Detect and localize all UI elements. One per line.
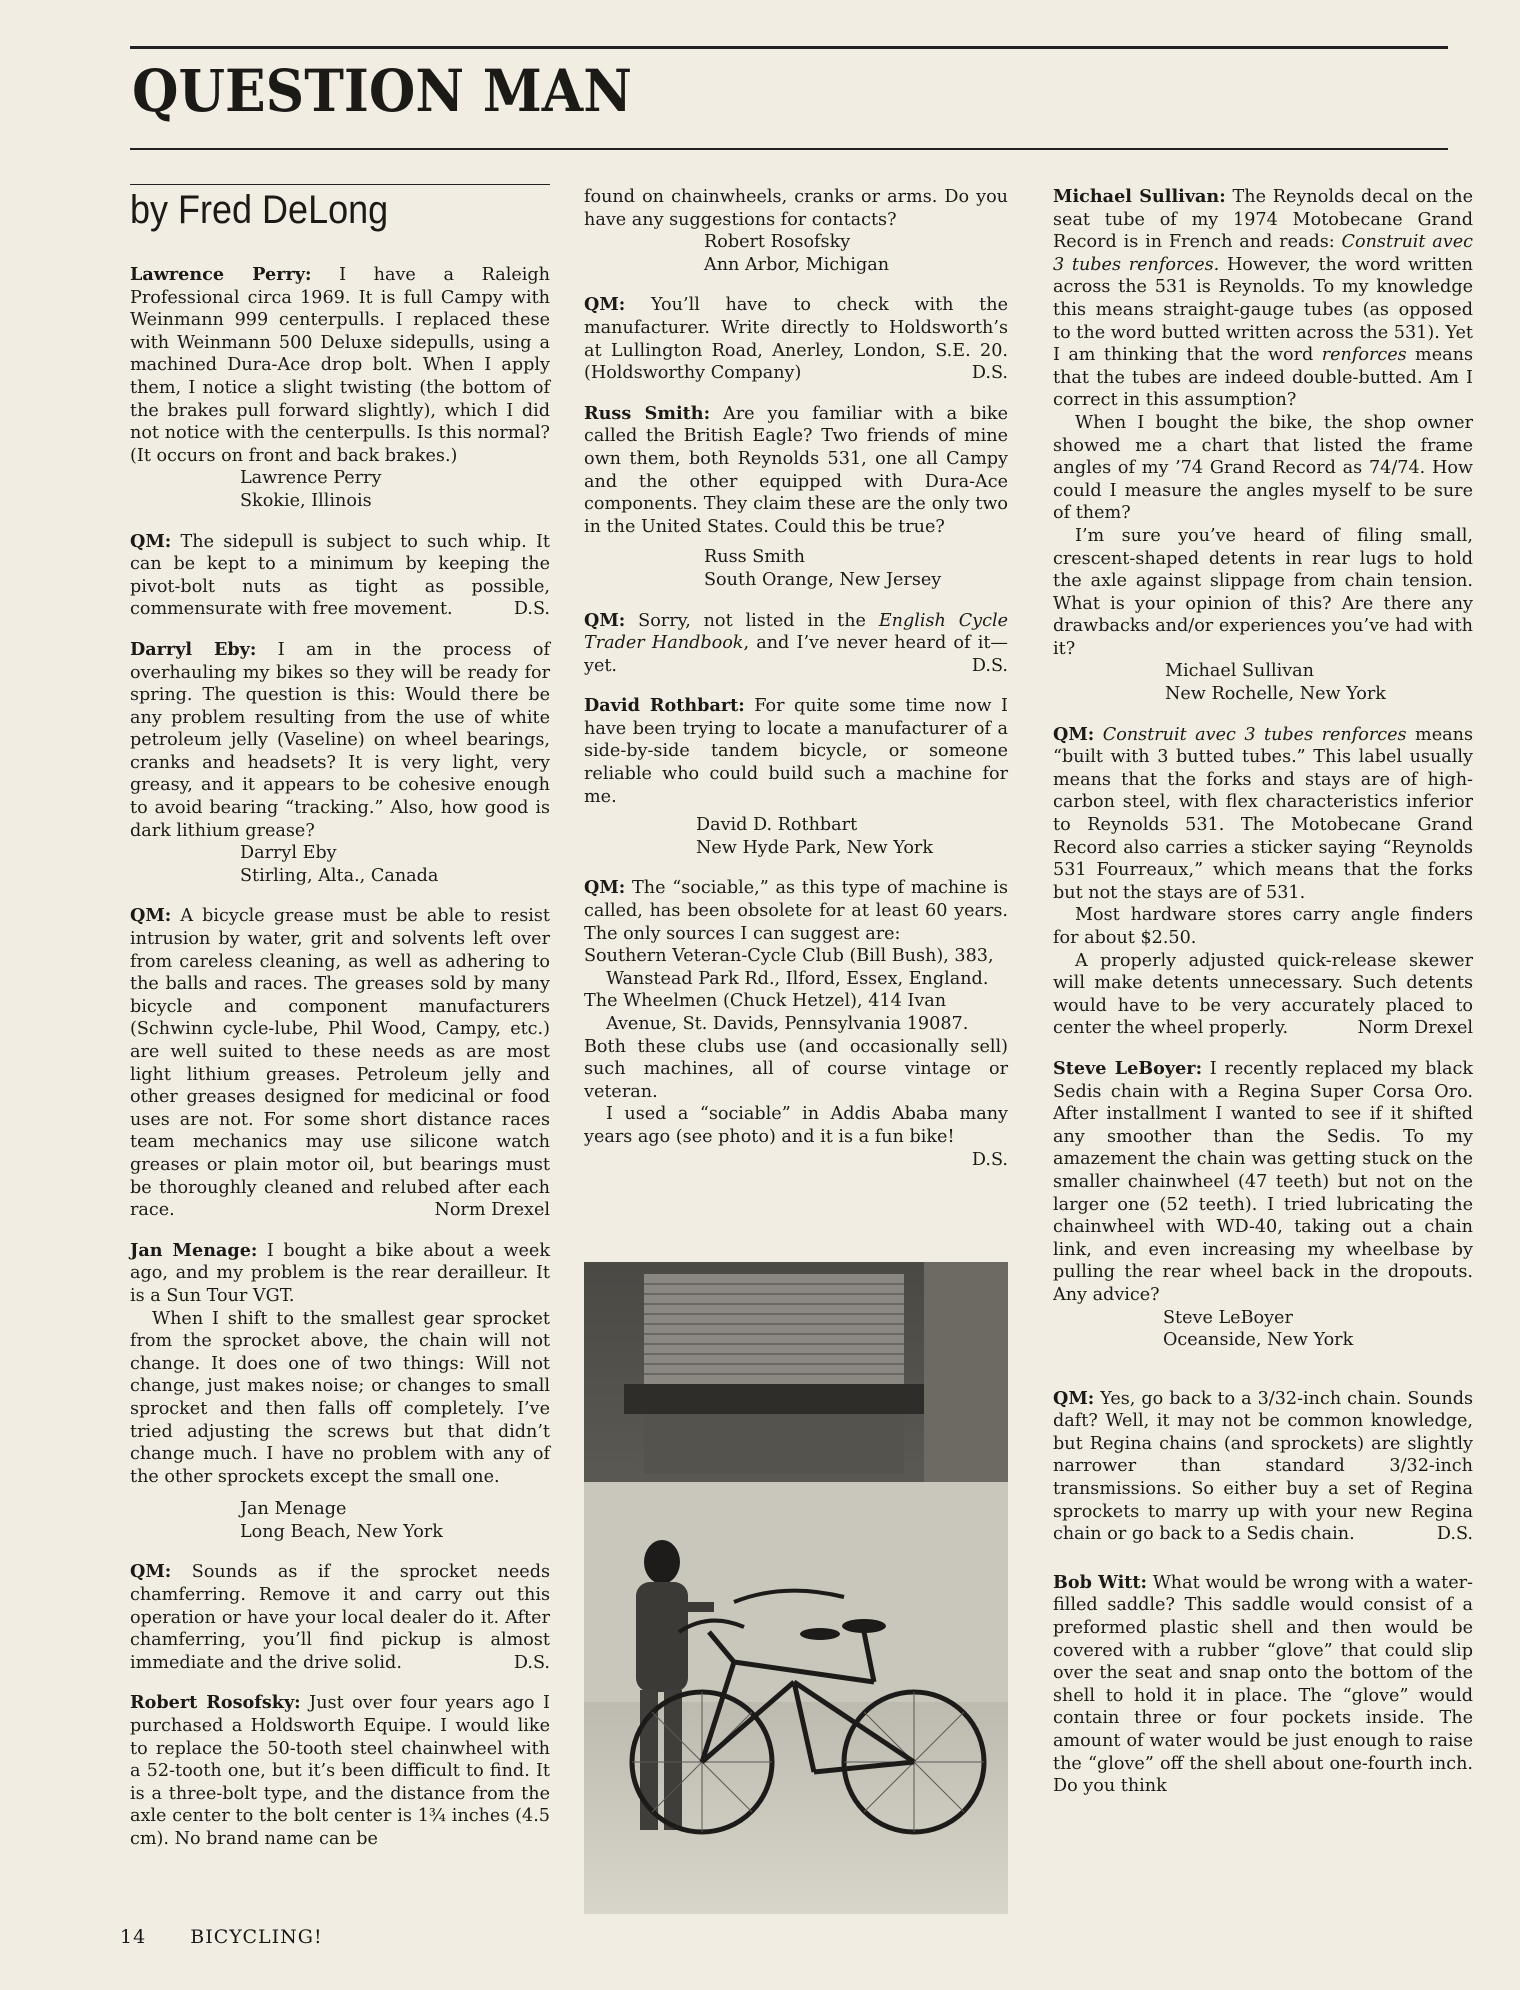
signature-name: David D. Rothbart	[696, 815, 858, 836]
letter-robert-rosofsky: Robert Rosofsky: Just over four years ago I purchased a Holdsworth Equipe. I would like to replace the 50-tooth steel chainwheel with a 52-tooth one, but it’s been difficult to find. It is a three-bolt type, and the distance from the axle center to the bolt center is 1¾ inches (4.5 cm). No brand name can be	[130, 1692, 550, 1849]
signature-location: South Orange, New Jersey	[704, 569, 942, 590]
answer-paragraph: Most hardware stores carry angle finders for about $2.50.	[1053, 905, 1473, 948]
signature-name: Steve LeBoyer	[1163, 1307, 1293, 1328]
signature-location: Ann Arbor, Michigan	[704, 254, 890, 275]
signature-location: Oceanside, New York	[1163, 1330, 1354, 1351]
signature-location: New Hyde Park, New York	[696, 837, 934, 858]
letter-david-rothbart: David Rothbart: For quite some time now I have been trying to locate a manufacturer of a side-by-side tandem bicycle, or someone reliable who could build such a machine for me.	[584, 695, 1009, 807]
letter-lawrence-perry: Lawrence Perry: I have a Raleigh Professional circa 1969. It is full Campy with Weinmann 999 centerpulls. I replaced these with Weinmann 500 Deluxe sidepulls, using a machined Dura-Ace drop bolt. When I apply them, I notice a slight twisting (the bottom of the brakes pull forward slightly), which I did not notice with the centerpulls. Is this normal? (It occurs on front and back brakes.)	[130, 264, 550, 466]
answer-qm: QM: Sounds as if the sprocket needs chamferring. Remove it and carry out this operation or have your local dealer do it. After chamferring, you’ll find pickup is almost immediate and the drive solid.	[130, 1561, 550, 1673]
signature-name: Lawrence Perry	[240, 468, 382, 489]
letter-michael-sullivan: Michael Sullivan: The Reynolds decal on the seat tube of my 1974 Motobecane Grand Record is in French and reads: Construit avec 3 tubes renforces. However, the word written across the 531 is Reynolds. To my knowledge this means straight-gauge tubes (as opposed to the word butted written across the 531). Yet I am thinking that the word renforces means that the tubes are indeed double-butted. Am I correct in this assumption?	[1053, 186, 1473, 411]
answer-paragraph: I used a “sociable” in Addis Ababa many years ago (see photo) and it is a fun bike!	[584, 1104, 1008, 1147]
answer-initials: D.S.	[971, 655, 1008, 676]
letter-russ-smith: Russ Smith: Are you familiar with a bike called the British Eagle? Two friends of mine own them, both Reynolds 531, one all Campy and the other equipped with Dura-Ace components. They claim these are the only two in the United States. Could this be true?	[584, 402, 1008, 537]
answer-qm: QM: The sidepull is subject to such whip. It can be kept to a minimum by keeping the pivot-bolt nuts as tight as possible, commensurate with free movement.	[130, 530, 550, 620]
letter-paragraph: I’m sure you’ve heard of filing small, crescent-shaped detents in rear lugs to hold the axle against slippage from chain tension. What is your opinion of this? Are there any drawbacks and/or experiences you’ve had with it?	[1053, 525, 1473, 659]
letter-steve-leboyer: Steve LeBoyer: I recently replaced my black Sedis chain with a Regina Super Corsa Oro. After installment I wanted to see if it shifted any smoother than the Sedis. To my amazement the chain was getting stuck on the smaller chainwheel (47 teeth) but not on the larger one (52 teeth). I tried lubricating the chainwheel with WD-40, taking out a chain link, and even increasing my wheelbase by pulling the rear wheel back in the dropouts. Any advice?	[1053, 1057, 1473, 1305]
byline: by Fred DeLong	[130, 188, 389, 232]
answer-initials: D.S.	[513, 599, 550, 620]
answer-qm: QM: Yes, go back to a 3/32-inch chain. Sounds daft? Well, it may not be common knowledge, but Regina chains (and sprockets) are slightly narrower than standard 3/32-inch transmissions. So either buy a set of Regina sprockets to marry up with your new Regina chain or go back to a Sedis chain.	[1053, 1387, 1473, 1545]
answer-initials: D.S.	[971, 363, 1008, 384]
answer-paragraph: A properly adjusted quick-release skewer will make detents unnecessary. Such detents would have to be very accurately placed to center the wheel properly.	[1053, 950, 1473, 1039]
photo-illustration	[584, 1262, 1008, 1914]
page-title: QUESTION MAN	[132, 57, 632, 125]
answer-initials: D.S.	[1436, 1524, 1473, 1545]
signature-name: Jan Menage	[240, 1499, 347, 1520]
signature-name: Michael Sullivan	[1165, 661, 1314, 682]
signature-location: Skokie, Illinois	[240, 490, 372, 511]
header-top-rule	[130, 46, 1448, 49]
letter-paragraph: When I shift to the smallest gear sprocket from the sprocket above, the chain will not change. It does one of two things: Will not change, just makes noise; or changes to small sprocket and then falls off completely. I’ve tried adjusting the screws but that didn’t change much. I have no problem with any of the other sprockets except the small one.	[130, 1308, 550, 1487]
answer-initials: D.S.	[971, 1149, 1008, 1170]
column-2	[584, 186, 1008, 1171]
magazine-name: BICYCLING!	[190, 1926, 323, 1948]
header-bottom-rule	[130, 148, 1448, 150]
signature-location: Stirling, Alta., Canada	[240, 865, 439, 886]
signature-name: Darryl Eby	[240, 843, 337, 864]
answer-qm: QM: A bicycle grease must be able to resist intrusion by water, grit and solvents left over from careless cleaning, as well as adhering to the balls and races. The greases sold by many bicycle and component manufacturers (Schwinn cycle-lube, Phil Wood, Campy, etc.) are well suited to these needs as are most light lithium greases. Petroleum jelly and other greases designed for medicinal or food uses are not. For some short distance races team mechanics may use silicone watch greases or plain motor oil, but bearings must be thoroughly cleaned and relubed after each race.	[130, 905, 550, 1221]
signature-location: New Rochelle, New York	[1165, 684, 1386, 705]
sociable-bicycle-photo	[584, 1262, 1008, 1914]
answer-initials: Norm Drexel	[1357, 1018, 1473, 1039]
club-address-1: Southern Veteran-Cycle Club (Bill Bush), 383, Wanstead Park Rd., Ilford, Essex, England.	[584, 946, 994, 989]
signature-name: Robert Rosofsky	[704, 232, 851, 253]
letter-paragraph: When I bought the bike, the shop owner showed me a chart that listed the frame angles of my ’74 Grand Record as 74/74. How could I measure the angles myself to be sure of them?	[1053, 412, 1473, 524]
byline-rule	[130, 184, 550, 185]
column-1	[130, 264, 550, 1851]
letter-darryl-eby: Darryl Eby: I am in the process of overhauling my bikes so they will be ready for spring. The question is this: Would there be any problem resulting from the use of white petroleum jelly (Vaseline) on wheel bearings, cranks and headsets? It is very light, very greasy, and it appears to be cohesive enough to avoid bearing “tracking.” Also, how good is dark lithium grease?	[130, 638, 550, 841]
answer-qm: QM: The “sociable,” as this type of machine is called, has been obsolete for at least 60 years. The only sources I can suggest are:	[584, 877, 1008, 944]
letter-continuation: found on chainwheels, cranks or arms. Do you have any suggestions for contacts?	[584, 187, 1008, 230]
club-address-2: The Wheelmen (Chuck Hetzel), 414 Ivan Avenue, St. Davids, Pennsylvania 19087.	[584, 991, 969, 1034]
signature-name: Russ Smith	[704, 547, 805, 568]
letter-bob-witt: Bob Witt: What would be wrong with a water-filled saddle? This saddle would consist of a preformed plastic shell and then would be covered with a rubber “glove” that could slip over the seat and snap onto the bottom of the shell to hold it in place. The “glove” would contain three or four pockets inside. The amount of water would be just enough to raise the “glove” off the shell about one-fourth inch. Do you think	[1053, 1571, 1473, 1797]
page-footer	[120, 1926, 323, 1948]
answer-qm: QM: You’ll have to check with the manufacturer. Write directly to Holdsworth’s at Lullington Road, Anerley, London, S.E. 20. (Holdsworthy Company)	[584, 294, 1008, 384]
answer-initials: Norm Drexel	[434, 1200, 550, 1221]
column-3	[1053, 186, 1473, 1798]
answer-initials: D.S.	[513, 1652, 550, 1673]
answer-paragraph: Both these clubs use (and occasionally sell) such machines, all of course vintage or veteran.	[584, 1036, 1008, 1102]
answer-qm: QM: Construit avec 3 tubes renforces means “built with 3 butted tubes.” This label usually means that the forks and stays are of high-carbon steel, with flex characteristics inferior to Reynolds 531. The Motobecane Grand Record also carries a sticker saying “Reynolds 531 Fourreaux,” which means that the forks but not the stays are of 531.	[1053, 723, 1474, 903]
letter-jan-menage: Jan Menage: I bought a bike about a week ago, and my problem is the rear derailleur. It is a Sun Tour VGT.	[130, 1239, 550, 1306]
answer-qm: QM: Sorry, not listed in the English Cycle Trader Handbook, and I’ve never heard of it—yet.	[584, 609, 1008, 676]
page-number: 14	[120, 1926, 147, 1948]
signature-location: Long Beach, New York	[240, 1521, 443, 1542]
